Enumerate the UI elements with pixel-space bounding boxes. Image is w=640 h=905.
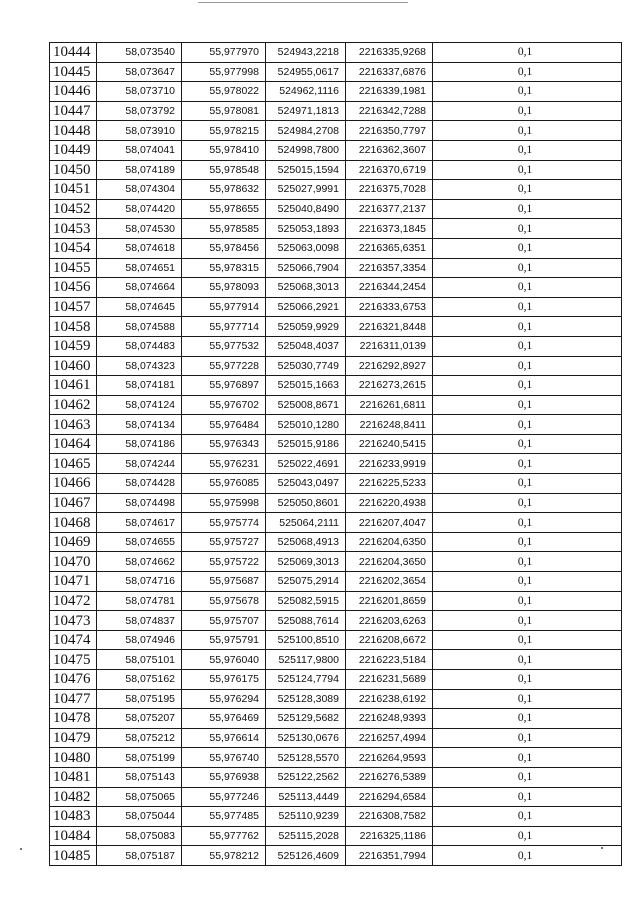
table-row bbox=[50, 552, 622, 572]
y-coordinate-cell: 2216362,3607 bbox=[346, 140, 433, 160]
point-number-cell: 10457 bbox=[50, 297, 97, 317]
accuracy-cell: 0,1 bbox=[433, 278, 622, 298]
point-number-cell: 10462 bbox=[50, 395, 97, 415]
latitude-cell: 58,075187 bbox=[97, 846, 182, 866]
latitude-cell: 58,074428 bbox=[97, 474, 182, 494]
longitude-cell: 55,977998 bbox=[182, 62, 266, 82]
accuracy-cell: 0,1 bbox=[433, 591, 622, 611]
point-number-cell: 10473 bbox=[50, 611, 97, 631]
y-coordinate-cell: 2216333,6753 bbox=[346, 297, 433, 317]
table-row bbox=[50, 572, 622, 592]
latitude-cell: 58,075162 bbox=[97, 670, 182, 690]
table-row bbox=[50, 336, 622, 356]
y-coordinate-cell: 2216248,8411 bbox=[346, 415, 433, 435]
y-coordinate-cell: 2216321,8448 bbox=[346, 317, 433, 337]
latitude-cell: 58,074716 bbox=[97, 572, 182, 592]
x-coordinate-cell: 525010,1280 bbox=[266, 415, 346, 435]
point-number-cell: 10461 bbox=[50, 376, 97, 396]
y-coordinate-cell: 2216273,2615 bbox=[346, 376, 433, 396]
point-number-cell: 10472 bbox=[50, 591, 97, 611]
accuracy-cell: 0,1 bbox=[433, 101, 622, 121]
longitude-cell: 55,976343 bbox=[182, 434, 266, 454]
accuracy-cell: 0,1 bbox=[433, 356, 622, 376]
table-row bbox=[50, 317, 622, 337]
x-coordinate-cell: 525053,1893 bbox=[266, 219, 346, 239]
longitude-cell: 55,976897 bbox=[182, 376, 266, 396]
longitude-cell: 55,977914 bbox=[182, 297, 266, 317]
longitude-cell: 55,975998 bbox=[182, 493, 266, 513]
accuracy-cell: 0,1 bbox=[433, 219, 622, 239]
x-coordinate-cell: 525022,4691 bbox=[266, 454, 346, 474]
x-coordinate-cell: 525110,9239 bbox=[266, 807, 346, 827]
table-row bbox=[50, 160, 622, 180]
accuracy-cell: 0,1 bbox=[433, 121, 622, 141]
latitude-cell: 58,075212 bbox=[97, 728, 182, 748]
table-row bbox=[50, 62, 622, 82]
point-number-cell: 10477 bbox=[50, 689, 97, 709]
point-number-cell: 10455 bbox=[50, 258, 97, 278]
table-row bbox=[50, 493, 622, 513]
y-coordinate-cell: 2216202,3654 bbox=[346, 572, 433, 592]
y-coordinate-cell: 2216325,1186 bbox=[346, 826, 433, 846]
accuracy-cell: 0,1 bbox=[433, 199, 622, 219]
accuracy-cell: 0,1 bbox=[433, 748, 622, 768]
accuracy-cell: 0,1 bbox=[433, 415, 622, 435]
latitude-cell: 58,074664 bbox=[97, 278, 182, 298]
longitude-cell: 55,977228 bbox=[182, 356, 266, 376]
longitude-cell: 55,976740 bbox=[182, 748, 266, 768]
accuracy-cell: 0,1 bbox=[433, 258, 622, 278]
latitude-cell: 58,075083 bbox=[97, 826, 182, 846]
latitude-cell: 58,073792 bbox=[97, 101, 182, 121]
table-row bbox=[50, 376, 622, 396]
y-coordinate-cell: 2216225,5233 bbox=[346, 474, 433, 494]
longitude-cell: 55,975687 bbox=[182, 572, 266, 592]
y-coordinate-cell: 2216365,6351 bbox=[346, 238, 433, 258]
accuracy-cell: 0,1 bbox=[433, 43, 622, 63]
accuracy-cell: 0,1 bbox=[433, 709, 622, 729]
longitude-cell: 55,977762 bbox=[182, 826, 266, 846]
x-coordinate-cell: 525008,8671 bbox=[266, 395, 346, 415]
x-coordinate-cell: 524984,2708 bbox=[266, 121, 346, 141]
longitude-cell: 55,978093 bbox=[182, 278, 266, 298]
point-number-cell: 10465 bbox=[50, 454, 97, 474]
y-coordinate-cell: 2216201,8659 bbox=[346, 591, 433, 611]
x-coordinate-cell: 525122,2562 bbox=[266, 767, 346, 787]
latitude-cell: 58,074134 bbox=[97, 415, 182, 435]
point-number-cell: 10459 bbox=[50, 336, 97, 356]
y-coordinate-cell: 2216257,4994 bbox=[346, 728, 433, 748]
latitude-cell: 58,074662 bbox=[97, 552, 182, 572]
latitude-cell: 58,074304 bbox=[97, 180, 182, 200]
scan-speck bbox=[601, 847, 603, 849]
longitude-cell: 55,978632 bbox=[182, 180, 266, 200]
longitude-cell: 55,976469 bbox=[182, 709, 266, 729]
x-coordinate-cell: 525048,4037 bbox=[266, 336, 346, 356]
longitude-cell: 55,977714 bbox=[182, 317, 266, 337]
y-coordinate-cell: 2216351,7994 bbox=[346, 846, 433, 866]
x-coordinate-cell: 525075,2914 bbox=[266, 572, 346, 592]
longitude-cell: 55,978585 bbox=[182, 219, 266, 239]
x-coordinate-cell: 525050,8601 bbox=[266, 493, 346, 513]
point-number-cell: 10460 bbox=[50, 356, 97, 376]
table-row bbox=[50, 238, 622, 258]
point-number-cell: 10470 bbox=[50, 552, 97, 572]
latitude-cell: 58,074041 bbox=[97, 140, 182, 160]
point-number-cell: 10482 bbox=[50, 787, 97, 807]
y-coordinate-cell: 2216207,4047 bbox=[346, 513, 433, 533]
accuracy-cell: 0,1 bbox=[433, 336, 622, 356]
y-coordinate-cell: 2216308,7582 bbox=[346, 807, 433, 827]
x-coordinate-cell: 525015,1594 bbox=[266, 160, 346, 180]
x-coordinate-cell: 525115,2028 bbox=[266, 826, 346, 846]
latitude-cell: 58,074530 bbox=[97, 219, 182, 239]
table-row bbox=[50, 278, 622, 298]
y-coordinate-cell: 2216238,6192 bbox=[346, 689, 433, 709]
longitude-cell: 55,978655 bbox=[182, 199, 266, 219]
y-coordinate-cell: 2216373,1845 bbox=[346, 219, 433, 239]
x-coordinate-cell: 525129,5682 bbox=[266, 709, 346, 729]
point-number-cell: 10474 bbox=[50, 630, 97, 650]
x-coordinate-cell: 525066,7904 bbox=[266, 258, 346, 278]
accuracy-cell: 0,1 bbox=[433, 297, 622, 317]
longitude-cell: 55,978081 bbox=[182, 101, 266, 121]
table-row bbox=[50, 591, 622, 611]
point-number-cell: 10453 bbox=[50, 219, 97, 239]
point-number-cell: 10452 bbox=[50, 199, 97, 219]
longitude-cell: 55,977532 bbox=[182, 336, 266, 356]
y-coordinate-cell: 2216311,0139 bbox=[346, 336, 433, 356]
point-number-cell: 10475 bbox=[50, 650, 97, 670]
point-number-cell: 10480 bbox=[50, 748, 97, 768]
point-number-cell: 10450 bbox=[50, 160, 97, 180]
table-row bbox=[50, 513, 622, 533]
latitude-cell: 58,073710 bbox=[97, 82, 182, 102]
x-coordinate-cell: 525030,7749 bbox=[266, 356, 346, 376]
y-coordinate-cell: 2216335,9268 bbox=[346, 43, 433, 63]
table-row bbox=[50, 689, 622, 709]
x-coordinate-cell: 525063,0098 bbox=[266, 238, 346, 258]
longitude-cell: 55,976231 bbox=[182, 454, 266, 474]
point-number-cell: 10446 bbox=[50, 82, 97, 102]
point-number-cell: 10471 bbox=[50, 572, 97, 592]
table-row bbox=[50, 356, 622, 376]
accuracy-cell: 0,1 bbox=[433, 160, 622, 180]
table-row bbox=[50, 121, 622, 141]
latitude-cell: 58,074323 bbox=[97, 356, 182, 376]
latitude-cell: 58,074181 bbox=[97, 376, 182, 396]
latitude-cell: 58,074837 bbox=[97, 611, 182, 631]
y-coordinate-cell: 2216233,9919 bbox=[346, 454, 433, 474]
point-number-cell: 10469 bbox=[50, 532, 97, 552]
coordinates-table-body bbox=[50, 43, 622, 866]
longitude-cell: 55,975727 bbox=[182, 532, 266, 552]
accuracy-cell: 0,1 bbox=[433, 650, 622, 670]
longitude-cell: 55,976614 bbox=[182, 728, 266, 748]
table-row bbox=[50, 434, 622, 454]
point-number-cell: 10445 bbox=[50, 62, 97, 82]
y-coordinate-cell: 2216204,6350 bbox=[346, 532, 433, 552]
point-number-cell: 10485 bbox=[50, 846, 97, 866]
point-number-cell: 10466 bbox=[50, 474, 97, 494]
latitude-cell: 58,074617 bbox=[97, 513, 182, 533]
y-coordinate-cell: 2216377,2137 bbox=[346, 199, 433, 219]
point-number-cell: 10448 bbox=[50, 121, 97, 141]
y-coordinate-cell: 2216261,6811 bbox=[346, 395, 433, 415]
y-coordinate-cell: 2216220,4938 bbox=[346, 493, 433, 513]
y-coordinate-cell: 2216339,1981 bbox=[346, 82, 433, 102]
point-number-cell: 10468 bbox=[50, 513, 97, 533]
longitude-cell: 55,978022 bbox=[182, 82, 266, 102]
table-row bbox=[50, 43, 622, 63]
table-row bbox=[50, 415, 622, 435]
y-coordinate-cell: 2216292,8927 bbox=[346, 356, 433, 376]
accuracy-cell: 0,1 bbox=[433, 376, 622, 396]
longitude-cell: 55,976175 bbox=[182, 670, 266, 690]
table-row bbox=[50, 709, 622, 729]
y-coordinate-cell: 2216204,3650 bbox=[346, 552, 433, 572]
x-coordinate-cell: 524943,2218 bbox=[266, 43, 346, 63]
latitude-cell: 58,075044 bbox=[97, 807, 182, 827]
accuracy-cell: 0,1 bbox=[433, 728, 622, 748]
longitude-cell: 55,976484 bbox=[182, 415, 266, 435]
table-row bbox=[50, 846, 622, 866]
table-row bbox=[50, 474, 622, 494]
accuracy-cell: 0,1 bbox=[433, 474, 622, 494]
table-row bbox=[50, 670, 622, 690]
y-coordinate-cell: 2216223,5184 bbox=[346, 650, 433, 670]
accuracy-cell: 0,1 bbox=[433, 82, 622, 102]
table-row bbox=[50, 630, 622, 650]
table-row bbox=[50, 297, 622, 317]
y-coordinate-cell: 2216276,5389 bbox=[346, 767, 433, 787]
y-coordinate-cell: 2216357,3354 bbox=[346, 258, 433, 278]
latitude-cell: 58,075195 bbox=[97, 689, 182, 709]
x-coordinate-cell: 525113,4449 bbox=[266, 787, 346, 807]
table-row bbox=[50, 258, 622, 278]
point-number-cell: 10444 bbox=[50, 43, 97, 63]
x-coordinate-cell: 525130,0676 bbox=[266, 728, 346, 748]
table-row bbox=[50, 728, 622, 748]
table-row bbox=[50, 199, 622, 219]
x-coordinate-cell: 525059,9929 bbox=[266, 317, 346, 337]
latitude-cell: 58,074244 bbox=[97, 454, 182, 474]
x-coordinate-cell: 525082,5915 bbox=[266, 591, 346, 611]
latitude-cell: 58,074498 bbox=[97, 493, 182, 513]
x-coordinate-cell: 525117,9800 bbox=[266, 650, 346, 670]
point-number-cell: 10467 bbox=[50, 493, 97, 513]
y-coordinate-cell: 2216350,7797 bbox=[346, 121, 433, 141]
table-row bbox=[50, 180, 622, 200]
table-row bbox=[50, 748, 622, 768]
latitude-cell: 58,074420 bbox=[97, 199, 182, 219]
accuracy-cell: 0,1 bbox=[433, 395, 622, 415]
latitude-cell: 58,075065 bbox=[97, 787, 182, 807]
x-coordinate-cell: 525064,2111 bbox=[266, 513, 346, 533]
accuracy-cell: 0,1 bbox=[433, 846, 622, 866]
y-coordinate-cell: 2216248,9393 bbox=[346, 709, 433, 729]
point-number-cell: 10463 bbox=[50, 415, 97, 435]
y-coordinate-cell: 2216344,2454 bbox=[346, 278, 433, 298]
accuracy-cell: 0,1 bbox=[433, 630, 622, 650]
x-coordinate-cell: 525124,7794 bbox=[266, 670, 346, 690]
longitude-cell: 55,976294 bbox=[182, 689, 266, 709]
x-coordinate-cell: 525068,3013 bbox=[266, 278, 346, 298]
accuracy-cell: 0,1 bbox=[433, 611, 622, 631]
x-coordinate-cell: 525069,3013 bbox=[266, 552, 346, 572]
y-coordinate-cell: 2216370,6719 bbox=[346, 160, 433, 180]
longitude-cell: 55,976938 bbox=[182, 767, 266, 787]
y-coordinate-cell: 2216231,5689 bbox=[346, 670, 433, 690]
top-rule bbox=[198, 2, 408, 3]
latitude-cell: 58,073647 bbox=[97, 62, 182, 82]
accuracy-cell: 0,1 bbox=[433, 767, 622, 787]
x-coordinate-cell: 524962,1116 bbox=[266, 82, 346, 102]
longitude-cell: 55,978212 bbox=[182, 846, 266, 866]
x-coordinate-cell: 525027,9991 bbox=[266, 180, 346, 200]
accuracy-cell: 0,1 bbox=[433, 552, 622, 572]
accuracy-cell: 0,1 bbox=[433, 572, 622, 592]
y-coordinate-cell: 2216264,9593 bbox=[346, 748, 433, 768]
accuracy-cell: 0,1 bbox=[433, 434, 622, 454]
latitude-cell: 58,074781 bbox=[97, 591, 182, 611]
x-coordinate-cell: 525015,9186 bbox=[266, 434, 346, 454]
latitude-cell: 58,075207 bbox=[97, 709, 182, 729]
point-number-cell: 10476 bbox=[50, 670, 97, 690]
point-number-cell: 10481 bbox=[50, 767, 97, 787]
x-coordinate-cell: 525043,0497 bbox=[266, 474, 346, 494]
table-row bbox=[50, 101, 622, 121]
latitude-cell: 58,074946 bbox=[97, 630, 182, 650]
latitude-cell: 58,074189 bbox=[97, 160, 182, 180]
x-coordinate-cell: 525100,8510 bbox=[266, 630, 346, 650]
table-row bbox=[50, 454, 622, 474]
longitude-cell: 55,976085 bbox=[182, 474, 266, 494]
longitude-cell: 55,975678 bbox=[182, 591, 266, 611]
accuracy-cell: 0,1 bbox=[433, 238, 622, 258]
latitude-cell: 58,074124 bbox=[97, 395, 182, 415]
accuracy-cell: 0,1 bbox=[433, 454, 622, 474]
longitude-cell: 55,978410 bbox=[182, 140, 266, 160]
y-coordinate-cell: 2216375,7028 bbox=[346, 180, 433, 200]
latitude-cell: 58,075143 bbox=[97, 767, 182, 787]
accuracy-cell: 0,1 bbox=[433, 826, 622, 846]
accuracy-cell: 0,1 bbox=[433, 180, 622, 200]
point-number-cell: 10454 bbox=[50, 238, 97, 258]
accuracy-cell: 0,1 bbox=[433, 689, 622, 709]
latitude-cell: 58,074588 bbox=[97, 317, 182, 337]
latitude-cell: 58,074651 bbox=[97, 258, 182, 278]
y-coordinate-cell: 2216337,6876 bbox=[346, 62, 433, 82]
accuracy-cell: 0,1 bbox=[433, 787, 622, 807]
accuracy-cell: 0,1 bbox=[433, 807, 622, 827]
accuracy-cell: 0,1 bbox=[433, 513, 622, 533]
latitude-cell: 58,075101 bbox=[97, 650, 182, 670]
table-row bbox=[50, 82, 622, 102]
point-number-cell: 10478 bbox=[50, 709, 97, 729]
point-number-cell: 10449 bbox=[50, 140, 97, 160]
accuracy-cell: 0,1 bbox=[433, 493, 622, 513]
y-coordinate-cell: 2216240,5415 bbox=[346, 434, 433, 454]
accuracy-cell: 0,1 bbox=[433, 670, 622, 690]
longitude-cell: 55,977970 bbox=[182, 43, 266, 63]
x-coordinate-cell: 525015,1663 bbox=[266, 376, 346, 396]
accuracy-cell: 0,1 bbox=[433, 532, 622, 552]
point-number-cell: 10456 bbox=[50, 278, 97, 298]
point-number-cell: 10447 bbox=[50, 101, 97, 121]
point-number-cell: 10484 bbox=[50, 826, 97, 846]
latitude-cell: 58,073540 bbox=[97, 43, 182, 63]
table-row bbox=[50, 395, 622, 415]
longitude-cell: 55,975707 bbox=[182, 611, 266, 631]
x-coordinate-cell: 524971,1813 bbox=[266, 101, 346, 121]
y-coordinate-cell: 2216203,6263 bbox=[346, 611, 433, 631]
table-row bbox=[50, 767, 622, 787]
longitude-cell: 55,978456 bbox=[182, 238, 266, 258]
table-row bbox=[50, 532, 622, 552]
latitude-cell: 58,074618 bbox=[97, 238, 182, 258]
longitude-cell: 55,975774 bbox=[182, 513, 266, 533]
x-coordinate-cell: 525066,2921 bbox=[266, 297, 346, 317]
longitude-cell: 55,975791 bbox=[182, 630, 266, 650]
coordinates-table bbox=[49, 42, 622, 866]
table-row bbox=[50, 140, 622, 160]
longitude-cell: 55,978315 bbox=[182, 258, 266, 278]
y-coordinate-cell: 2216208,6672 bbox=[346, 630, 433, 650]
longitude-cell: 55,976040 bbox=[182, 650, 266, 670]
latitude-cell: 58,074645 bbox=[97, 297, 182, 317]
x-coordinate-cell: 525128,5570 bbox=[266, 748, 346, 768]
x-coordinate-cell: 524955,0617 bbox=[266, 62, 346, 82]
x-coordinate-cell: 525088,7614 bbox=[266, 611, 346, 631]
point-number-cell: 10451 bbox=[50, 180, 97, 200]
point-number-cell: 10483 bbox=[50, 807, 97, 827]
latitude-cell: 58,074186 bbox=[97, 434, 182, 454]
x-coordinate-cell: 524998,7800 bbox=[266, 140, 346, 160]
longitude-cell: 55,975722 bbox=[182, 552, 266, 572]
longitude-cell: 55,978548 bbox=[182, 160, 266, 180]
longitude-cell: 55,976702 bbox=[182, 395, 266, 415]
accuracy-cell: 0,1 bbox=[433, 140, 622, 160]
longitude-cell: 55,977246 bbox=[182, 787, 266, 807]
x-coordinate-cell: 525040,8490 bbox=[266, 199, 346, 219]
longitude-cell: 55,977485 bbox=[182, 807, 266, 827]
point-number-cell: 10479 bbox=[50, 728, 97, 748]
scan-speck bbox=[20, 848, 22, 850]
longitude-cell: 55,978215 bbox=[182, 121, 266, 141]
y-coordinate-cell: 2216294,6584 bbox=[346, 787, 433, 807]
table-row bbox=[50, 650, 622, 670]
y-coordinate-cell: 2216342,7288 bbox=[346, 101, 433, 121]
latitude-cell: 58,075199 bbox=[97, 748, 182, 768]
x-coordinate-cell: 525068,4913 bbox=[266, 532, 346, 552]
accuracy-cell: 0,1 bbox=[433, 317, 622, 337]
x-coordinate-cell: 525126,4609 bbox=[266, 846, 346, 866]
table-row bbox=[50, 787, 622, 807]
table-row bbox=[50, 826, 622, 846]
point-number-cell: 10458 bbox=[50, 317, 97, 337]
latitude-cell: 58,074483 bbox=[97, 336, 182, 356]
x-coordinate-cell: 525128,3089 bbox=[266, 689, 346, 709]
latitude-cell: 58,073910 bbox=[97, 121, 182, 141]
table-row bbox=[50, 807, 622, 827]
table-row bbox=[50, 219, 622, 239]
accuracy-cell: 0,1 bbox=[433, 62, 622, 82]
table-row bbox=[50, 611, 622, 631]
point-number-cell: 10464 bbox=[50, 434, 97, 454]
latitude-cell: 58,074655 bbox=[97, 532, 182, 552]
